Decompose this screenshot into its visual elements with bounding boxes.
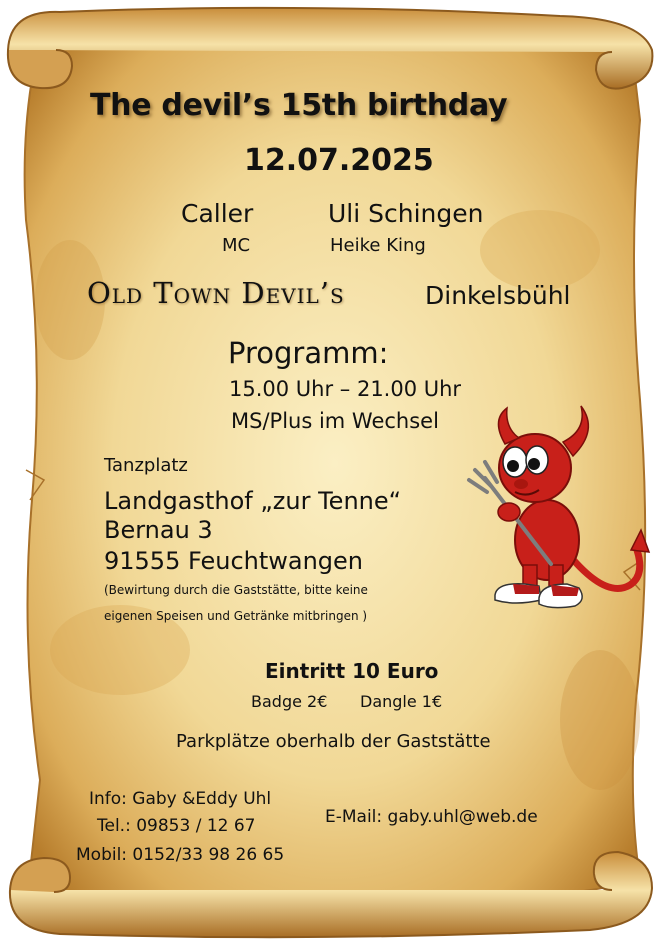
- caller-label: Caller: [181, 199, 254, 228]
- dangle-price: Dangle 1€: [360, 692, 443, 711]
- mc-name: Heike King: [330, 235, 426, 256]
- parking-info: Parkplätze oberhalb der Gaststätte: [176, 731, 491, 752]
- venue-city: 91555 Feuchtwangen: [104, 547, 364, 575]
- program-title: Programm:: [228, 336, 389, 370]
- event-title: The devil’s 15th birthday: [90, 88, 508, 123]
- event-date: 12.07.2025: [244, 143, 434, 178]
- club-name: Old Town Devil’s: [87, 276, 345, 310]
- contact-phone: Tel.: 09853 / 12 67: [97, 816, 256, 836]
- program-time: 15.00 Uhr – 21.00 Uhr: [229, 377, 462, 401]
- contact-info: Info: Gaby &Eddy Uhl: [89, 789, 272, 809]
- venue-name: Landgasthof „zur Tenne“: [104, 487, 402, 515]
- badge-price: Badge 2€: [251, 692, 328, 711]
- caller-name: Uli Schingen: [328, 199, 484, 228]
- contact-mobile: Mobil: 0152/33 98 26 65: [76, 845, 285, 865]
- club-city: Dinkelsbühl: [425, 281, 571, 310]
- admission-price: Eintritt 10 Euro: [265, 659, 439, 683]
- devil-mascot-icon: [455, 400, 655, 620]
- contact-email: E-Mail: gaby.uhl@web.de: [325, 807, 538, 827]
- venue-label: Tanzplatz: [104, 455, 188, 476]
- catering-note-line2: eigenen Speisen und Getränke mitbringen ): [104, 609, 368, 623]
- venue-street: Bernau 3: [104, 516, 213, 544]
- mc-label: MC: [222, 235, 251, 256]
- catering-note-line1: (Bewirtung durch die Gaststätte, bitte keine: [104, 583, 368, 597]
- program-mode: MS/Plus im Wechsel: [231, 409, 439, 433]
